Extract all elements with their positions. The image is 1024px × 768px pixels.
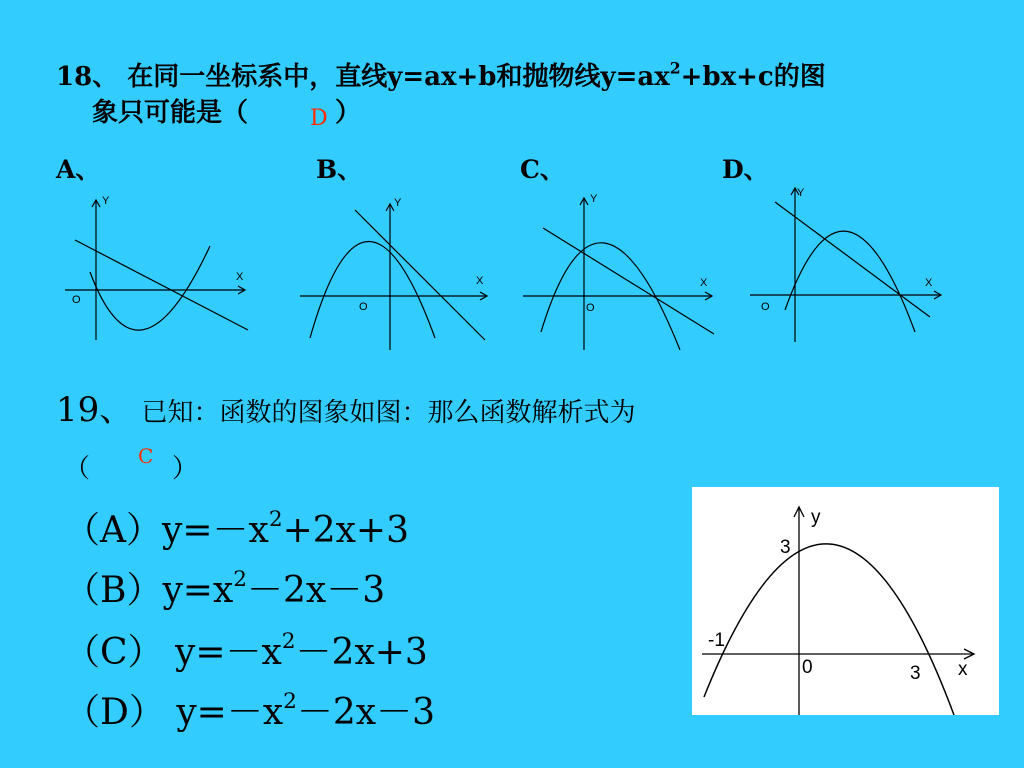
choice-c-exp: 2	[281, 628, 296, 654]
choice-b-post: －2x－3	[247, 570, 386, 611]
q18-line2-post: ）	[335, 98, 362, 128]
choice-c-pre: y=－x	[163, 632, 282, 673]
figure-background	[692, 487, 999, 715]
choice-b-pre: y=x	[162, 570, 234, 611]
origin-label: O	[359, 301, 368, 313]
straight-line	[75, 240, 248, 330]
straight-line	[775, 202, 930, 317]
q19-blank-open: （	[64, 454, 91, 484]
q18-number: 18	[56, 62, 93, 92]
q18-answer: D	[310, 106, 328, 131]
y-axis-label: Y	[102, 195, 110, 207]
parabola-curve	[785, 231, 915, 332]
parabola-curve	[310, 242, 435, 339]
choice-d-exp: 2	[283, 688, 297, 714]
figure-x-label: x	[958, 659, 968, 680]
option-a-graph	[60, 190, 260, 350]
straight-line	[355, 210, 485, 340]
figure-y-intercept: 3	[780, 537, 791, 558]
choice-d-post: －2x－3	[296, 692, 435, 733]
q19-answer: C	[138, 444, 154, 468]
x-axis-label: X	[700, 277, 708, 289]
q18-eq-parab-post: +bx+c	[680, 62, 774, 92]
choice-d-label: （D）	[64, 692, 165, 733]
choice-c-post: －2x+3	[295, 632, 428, 673]
option-c-label: C、	[520, 155, 565, 184]
option-b-label: B、	[316, 155, 363, 184]
origin-label: O	[72, 294, 81, 306]
q18-eq-parab-exp: 2	[669, 58, 681, 78]
y-axis-label: Y	[590, 193, 598, 205]
q19-text: 已知：函数的图象如图：那么函数解析式为	[141, 398, 636, 428]
figure-y-label: y	[811, 507, 821, 528]
straight-line	[543, 228, 714, 334]
q18-line2	[92, 92, 248, 129]
q18-text-b: 和抛物线	[496, 62, 601, 92]
y-axis-label: Y	[394, 197, 402, 209]
q19-number: 19	[56, 390, 100, 430]
q19-line1	[56, 382, 636, 431]
figure-root-right: 3	[910, 663, 921, 684]
y-axis-label: Y	[797, 187, 805, 199]
q19-figure	[692, 487, 999, 715]
figure-root-left: -1	[708, 630, 725, 651]
choice-b-exp: 2	[233, 566, 248, 592]
q19-sep: 、	[99, 390, 134, 430]
choice-b	[64, 562, 385, 613]
q18-sep: 、	[92, 62, 119, 92]
choice-a-post: +2x+3	[282, 510, 410, 551]
choice-a-label: （A）	[64, 510, 162, 551]
choice-d	[64, 684, 435, 735]
option-a-label: A、	[56, 155, 101, 184]
q18-line1	[56, 56, 826, 93]
q18-eq-line: y=ax+b	[387, 62, 497, 92]
figure-origin: 0	[802, 657, 813, 678]
choice-c	[64, 624, 428, 675]
choice-c-label: （C）	[64, 632, 164, 673]
option-c-graph	[518, 190, 718, 350]
origin-label: O	[586, 302, 595, 314]
option-d-label: D、	[722, 155, 769, 184]
q18-text-a: 在同一坐标系中，直线	[127, 62, 388, 92]
choice-a-pre: y=－x	[162, 510, 269, 551]
x-axis-label: X	[236, 271, 244, 283]
x-axis-label: X	[476, 275, 484, 287]
option-d-graph	[745, 182, 945, 342]
q19-blank-close: ）	[172, 454, 199, 484]
q18-eq-parab-pre: y=ax	[600, 62, 670, 92]
choice-a	[64, 502, 409, 553]
x-axis-label: X	[925, 277, 933, 289]
choice-a-exp: 2	[268, 506, 283, 532]
origin-label: O	[761, 301, 770, 313]
parabola-curve	[90, 246, 210, 330]
choice-b-label: （B）	[64, 570, 163, 611]
q18-line2-pre: 象只可能是（	[92, 98, 249, 128]
q18-text-c: 的图	[773, 62, 826, 92]
choice-d-pre: y=－x	[164, 692, 284, 733]
option-b-graph	[295, 190, 495, 350]
